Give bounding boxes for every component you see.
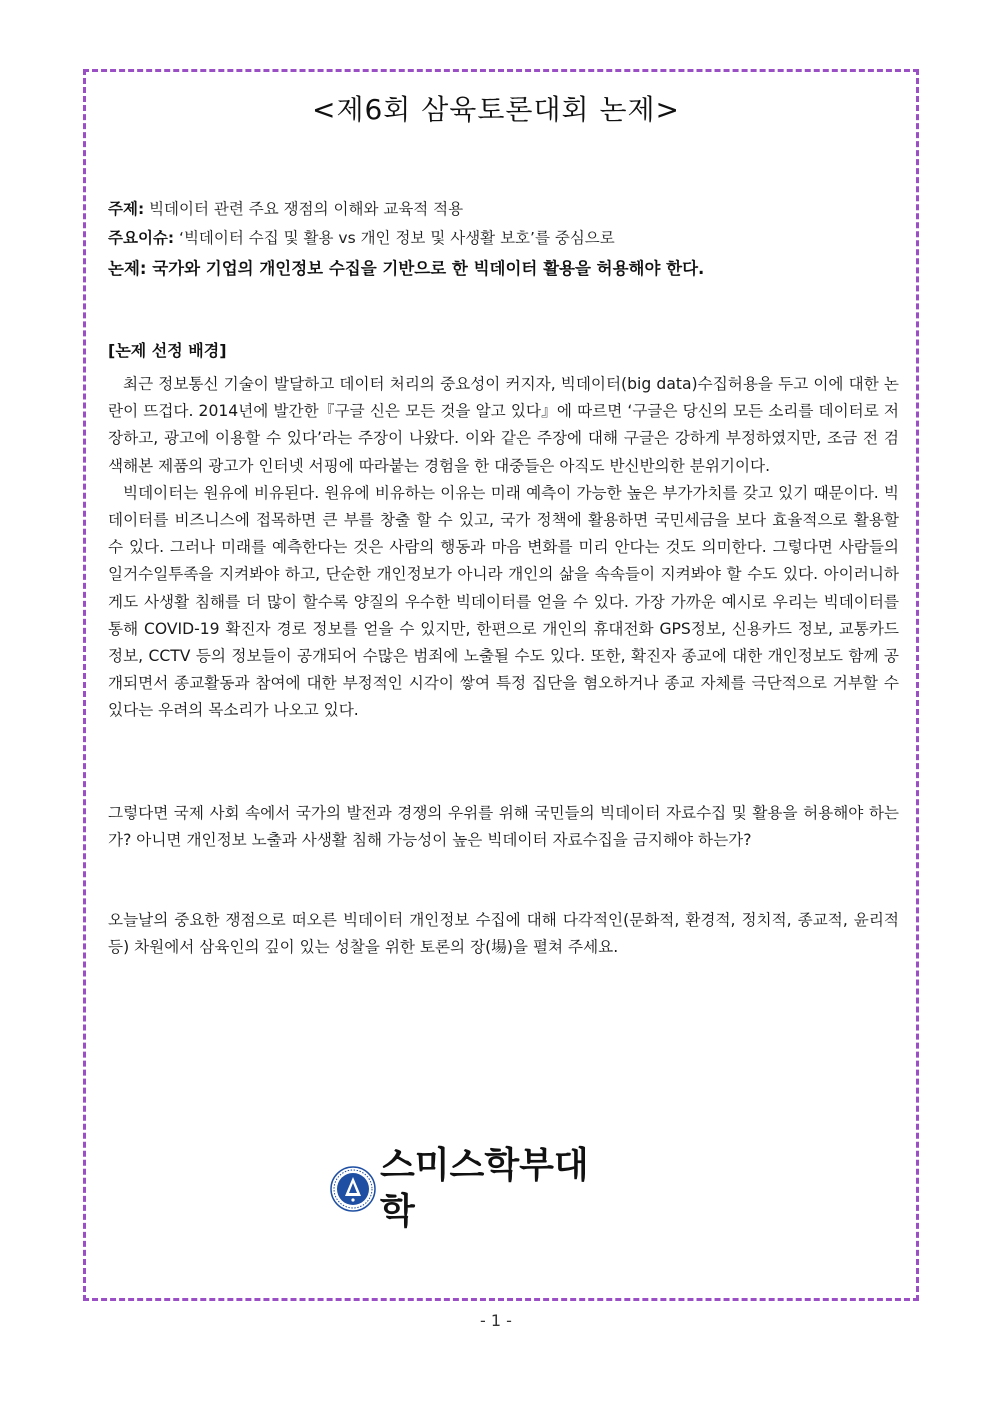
page-number: - 1 -: [480, 1311, 512, 1330]
logo-text: 스미스학부대학: [380, 1145, 589, 1232]
motion-label: 논제:: [108, 259, 147, 278]
issue-label: 주요이슈:: [108, 229, 175, 247]
page-title: <제6회 삼육토론대회 논제>: [311, 93, 681, 126]
paragraph-4: 오늘날의 중요한 쟁점으로 떠오른 빅데이터 개인정보 수집에 대해 다각적인(문화적, 환경적, 정치적, 종교적, 윤리적 등) 차원에서 삼육인의 깊이 있는 성찰을 위한 토론의 장(場)을 펼쳐 주세요.: [108, 911, 899, 957]
paragraph-1: 최근 정보통신 기술이 발달하고 데이터 처리의 중요성이 커지자, 빅데이터(big data)수집허용을 두고 이에 대한 논란이 뜨겁다. 2014년에 발간한『구글 신은 모든 것을 알고 있다』에 따르면 ‘구글은 당신의 모든 소리를 데이터로 저장하고, 광고에 이용할 수 있다’라는 주장이 나왔다. 이와 같은 주장에 대해 구글은 강하게 부정하였지만, 조금 전 검색해본 제품의 광고가 인터넷 서핑에 따라붙는 경험을 한 대중들은 아직도 반신반의한 분위기이다.: [108, 375, 899, 475]
question-paragraph: [108, 800, 899, 854]
section-heading: [논제 선정 배경]: [108, 341, 227, 360]
issue-line: [108, 226, 908, 248]
university-logo: [327, 1145, 623, 1232]
paragraph-2: 빅데이터는 원유에 비유된다. 원유에 비유하는 이유는 미래 예측이 가능한 높은 부가가치를 갖고 있기 때문이다. 빅데이터를 비즈니스에 접목하면 큰 부를 창출 할 수 있고, 국가 정책에 활용하면 국민세금을 보다 효율적으로 활용할 수 있다. 그러나 미래를 예측한다는 것은 사람의 행동과 마음 변화를 미리 안다는 것도 의미한다. 그렇다면 사람들의 일거수일투족을 지켜봐야 하고, 단순한 개인정보가 아니라 개인의 삶을 속속들이 지켜봐야 할 수도 있다. 아이러니하게도 사생활 침해를 더 많이 할수록 양질의 우수한 빅데이터를 얻을 수 있다. 가장 가까운 예시로 우리는 빅데이터를 통해 COVID-19 확진자 경로 정보를 얻을 수 있지만, 한편으로 개인의 휴대전화 GPS정보, 신용카드 정보, 교통카드 정보, CCTV 등의 정보들이 공개되어 수많은 범죄에 노출될 수도 있다. 또한, 확진자 종교에 대한 개인정보도 함께 공개되면서 종교활동과 참여에 대한 부정적인 시각이 쌓여 특정 집단을 혐오하거나 종교 자체를 극단적으로 거부할 수 있다는 우려의 목소리가 나오고 있다.: [108, 483, 899, 720]
closing-paragraph: [108, 907, 899, 961]
subject-line: [108, 197, 908, 219]
university-seal-icon: [330, 1166, 376, 1212]
subject-label: 주제:: [108, 200, 145, 218]
paragraph-3: 그렇다면 국제 사회 속에서 국가의 발전과 경쟁의 우위를 위해 국민들의 빅데이터 자료수집 및 활용을 허용해야 하는가? 아니면 개인정보 노출과 사생활 침해 가능성이 높은 빅데이터 자료수집을 금지해야 하는가?: [108, 804, 899, 850]
background-paragraphs: [108, 371, 899, 725]
motion-value: 국가와 기업의 개인정보 수집을 기반으로 한 빅데이터 활용을 허용해야 한다.: [146, 259, 705, 278]
issue-value: ‘빅데이터 수집 및 활용 vs 개인 정보 및 사생활 보호’를 중심으로: [174, 229, 615, 247]
subject-value: 빅데이터 관련 주요 쟁점의 이해와 교육적 적용: [144, 200, 464, 218]
motion-line: [108, 255, 908, 279]
